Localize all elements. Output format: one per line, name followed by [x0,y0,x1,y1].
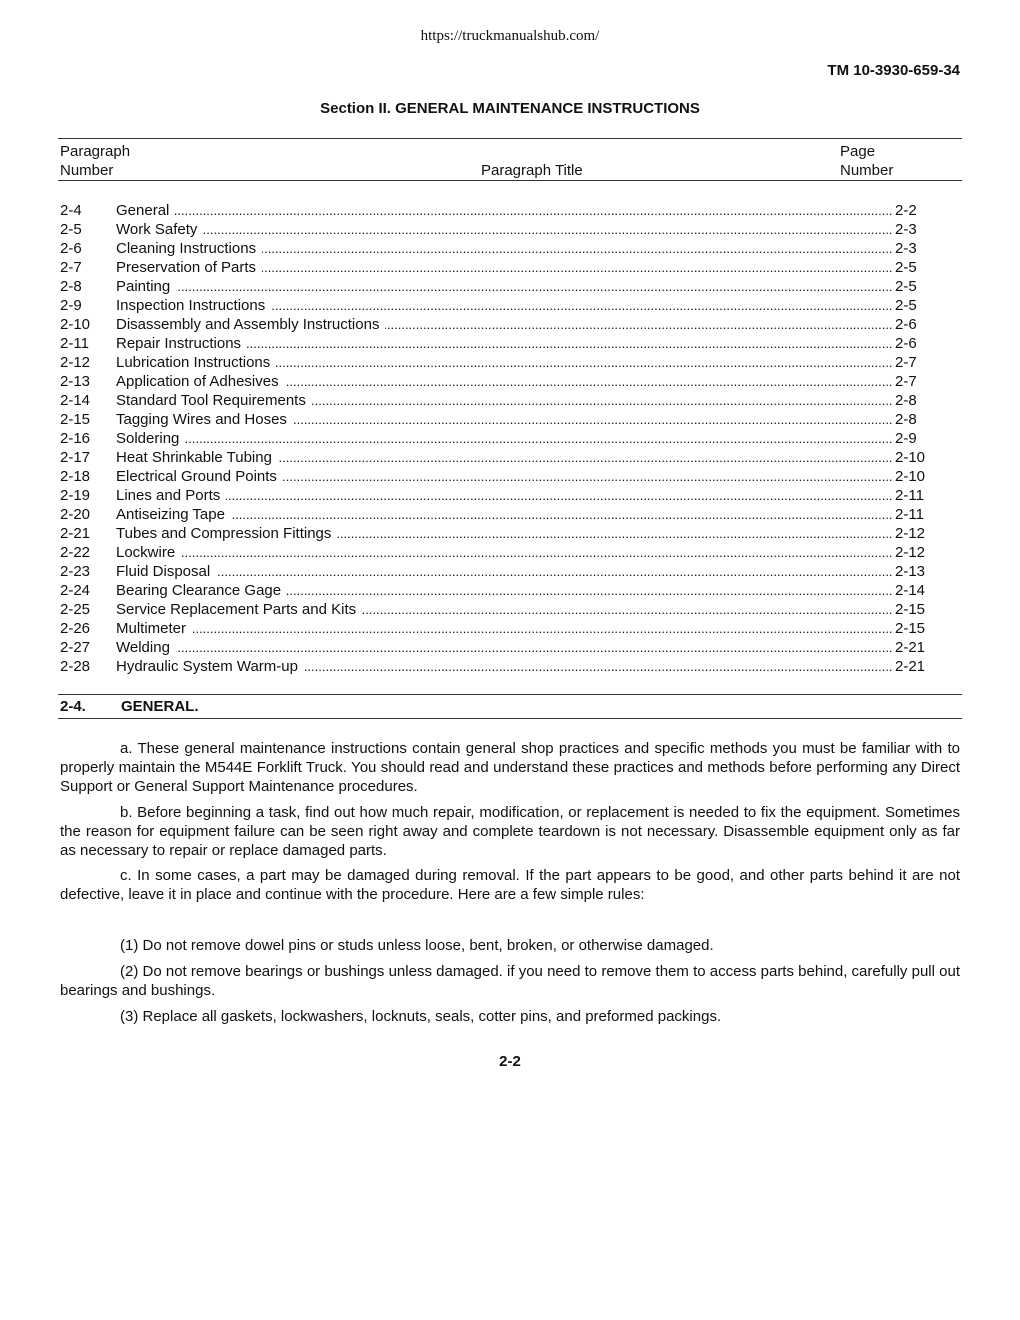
toc-paragraph-number: 2-4 [60,202,82,219]
toc-page-number: 2-10 [895,468,926,485]
toc-paragraph-number: 2-23 [60,563,91,580]
toc-paragraph-number: 2-7 [60,259,82,276]
toc-paragraph-number: 2-16 [60,430,91,447]
toc-page-number: 2-12 [895,544,926,561]
toc-paragraph-number: 2-27 [60,639,91,656]
toc-paragraph-number: 2-13 [60,373,91,390]
toc-row [60,600,940,619]
toc-row [60,562,940,581]
toc-paragraph-title: Bearing Clearance Gage [116,582,287,599]
rule-2: (2) Do not remove bearings or bushings unless damaged. if you need to remove them to access parts behind, carefully pull out bearings and bushings. [60,963,960,999]
toc-leader [116,239,893,258]
toc-row [60,410,940,429]
toc-leader [116,391,893,410]
header-number-label: Number [60,162,114,179]
toc-row [60,467,940,486]
toc-paragraph-number: 2-28 [60,658,91,675]
toc-leader [116,296,893,315]
toc-row [60,315,940,334]
header-paragraph-number [60,142,130,180]
toc-page-number: 2-5 [895,259,917,276]
toc-leader [116,581,893,600]
toc-paragraph-number: 2-14 [60,392,91,409]
toc-page-number: 2-8 [895,411,917,428]
toc-page-number: 2-10 [895,449,926,466]
section-heading: GENERAL. [121,698,199,715]
toc-row [60,657,940,676]
header-page-number-label: Number [840,162,894,179]
toc-paragraph-title: Application of Adhesives [116,373,285,390]
toc-paragraph-title: Service Replacement Parts and Kits [116,601,362,618]
toc-row [60,239,940,258]
toc-paragraph-title: Tagging Wires and Hoses [116,411,293,428]
toc-leader [116,600,893,619]
section-number: 2-4. [60,698,86,715]
toc-row [60,486,940,505]
toc-paragraph-title: Cleaning Instructions [116,240,262,257]
toc-page-number: 2-7 [895,373,917,390]
toc-paragraph-title: Lubrication Instructions [116,354,276,371]
toc-paragraph-title: Heat Shrinkable Tubing [116,449,278,466]
toc-leader [116,334,893,353]
header-page-label: Page [840,143,876,160]
toc-leader [116,410,893,429]
paragraph-b: b. Before beginning a task, find out how much repair, modification, or replacement is needed to fix the equipment. Sometimes the reason for equipment failure can be seen right away and complete teardown is not necessary. Disassemble equipment only as far as necessary to repair or replace damaged parts. [60,804,960,859]
source-url: https://truckmanualshub.com/ [420,28,600,44]
toc-paragraph-number: 2-15 [60,411,91,428]
toc-leader [116,429,893,448]
toc-paragraph-number: 2-18 [60,468,91,485]
toc-leader [116,619,893,638]
toc-leader [116,315,893,334]
toc-paragraph-number: 2-8 [60,278,82,295]
toc-paragraph-number: 2-21 [60,525,91,542]
toc-page-number: 2-15 [895,620,926,637]
section-top-rule [58,694,962,695]
toc-paragraph-title: Repair Instructions [116,335,247,352]
toc-page-number: 2-6 [895,316,917,333]
toc-page-number: 2-21 [895,658,926,675]
toc-row [60,619,940,638]
toc-leader [116,657,893,676]
header-paragraph-title: Paragraph Title [481,162,583,179]
page-number: 2-2 [499,1053,521,1070]
toc-row [60,277,940,296]
toc-leader [116,258,893,277]
toc-paragraph-title: Standard Tool Requirements [116,392,312,409]
toc-paragraph-number: 2-20 [60,506,91,523]
toc-row [60,581,940,600]
toc-page-number: 2-3 [895,240,917,257]
toc-paragraph-title: Fluid Disposal [116,563,216,580]
toc-paragraph-number: 2-24 [60,582,91,599]
toc-paragraph-title: Disassembly and Assembly Instructions [116,316,385,333]
toc-leader [116,505,893,524]
toc-paragraph-title: Tubes and Compression Fittings [116,525,337,542]
toc-leader [116,486,893,505]
section-bottom-rule [58,718,962,719]
toc-page-number: 2-11 [895,487,924,504]
toc-paragraph-number: 2-19 [60,487,91,504]
toc-row [60,353,940,372]
toc-page-number: 2-8 [895,392,917,409]
toc-paragraph-title: General [116,202,175,219]
toc-paragraph-title: Welding [116,639,176,656]
toc-leader [116,372,893,391]
toc-page-number: 2-6 [895,335,917,352]
toc-page-number: 2-14 [895,582,926,599]
toc-leader [116,277,893,296]
toc-leader [116,353,893,372]
toc-paragraph-title: Painting [116,278,176,295]
toc-page-number: 2-3 [895,221,917,238]
toc-page-number: 2-15 [895,601,926,618]
toc-leader [116,448,893,467]
toc-paragraph-title: Multimeter [116,620,192,637]
toc-paragraph-title: Lockwire [116,544,181,561]
toc-leader [116,524,893,543]
toc-page-number: 2-13 [895,563,926,580]
toc-page-number: 2-5 [895,297,917,314]
toc-row [60,258,940,277]
toc-paragraph-number: 2-5 [60,221,82,238]
tm-number: TM 10-3930-659-34 [827,62,960,79]
rule-1: (1) Do not remove dowel pins or studs unless loose, bent, broken, or otherwise damaged. [120,937,714,954]
toc-row [60,334,940,353]
paragraph-c: c. In some cases, a part may be damaged during removal. If the part appears to be good, and other parts behind it are not defective, leave it in place and continue with the procedure. Here are a few simple rules: [60,867,960,903]
toc-paragraph-number: 2-26 [60,620,91,637]
toc-leader [116,467,893,486]
header-page-number [840,142,893,180]
toc-paragraph-number: 2-22 [60,544,91,561]
toc-row [60,201,940,220]
toc-paragraph-title: Hydraulic System Warm-up [116,658,304,675]
toc-paragraph-title: Inspection Instructions [116,297,271,314]
toc-page-number: 2-5 [895,278,917,295]
table-top-rule [58,138,962,139]
toc-row [60,448,940,467]
header-paragraph-label: Paragraph [60,143,131,160]
toc-paragraph-number: 2-25 [60,601,91,618]
toc-page-number: 2-7 [895,354,917,371]
toc-paragraph-title: Electrical Ground Points [116,468,283,485]
table-header-rule [58,180,962,181]
toc-row [60,638,940,657]
toc-paragraph-title: Lines and Ports [116,487,226,504]
toc-paragraph-number: 2-6 [60,240,82,257]
toc-paragraph-title: Antiseizing Tape [116,506,231,523]
toc-leader [116,220,893,239]
toc-row [60,505,940,524]
toc-paragraph-number: 2-12 [60,354,91,371]
toc-page-number: 2-21 [895,639,926,656]
toc-paragraph-number: 2-9 [60,297,82,314]
toc-page-number: 2-12 [895,525,926,542]
toc-paragraph-title: Preservation of Parts [116,259,262,276]
toc-page-number: 2-9 [895,430,917,447]
toc-row [60,429,940,448]
toc-row [60,296,940,315]
toc-page-number: 2-11 [895,506,924,523]
toc-leader [116,543,893,562]
toc-row [60,543,940,562]
toc-page-number: 2-2 [895,202,917,219]
toc-paragraph-number: 2-11 [60,335,89,352]
toc-row [60,372,940,391]
toc-row [60,524,940,543]
rule-3: (3) Replace all gaskets, lockwashers, locknuts, seals, cotter pins, and preformed packings. [120,1008,722,1025]
toc-leader [116,201,893,220]
toc-paragraph-title: Work Safety [116,221,203,238]
toc-paragraph-number: 2-17 [60,449,91,466]
toc-paragraph-title: Soldering [116,430,185,447]
table-of-contents [60,201,940,676]
toc-leader [116,562,893,581]
toc-row [60,220,940,239]
toc-leader [116,638,893,657]
toc-paragraph-number: 2-10 [60,316,91,333]
paragraph-a: a. These general maintenance instructions contain general shop practices and specific methods you must be familiar with to properly maintain the M544E Forklift Truck. You should read and understand these practices and methods before performing any Direct Support or General Support Maintenance procedures. [60,740,960,795]
section-title: Section II. GENERAL MAINTENANCE INSTRUCTIONS [320,100,700,117]
toc-row [60,391,940,410]
